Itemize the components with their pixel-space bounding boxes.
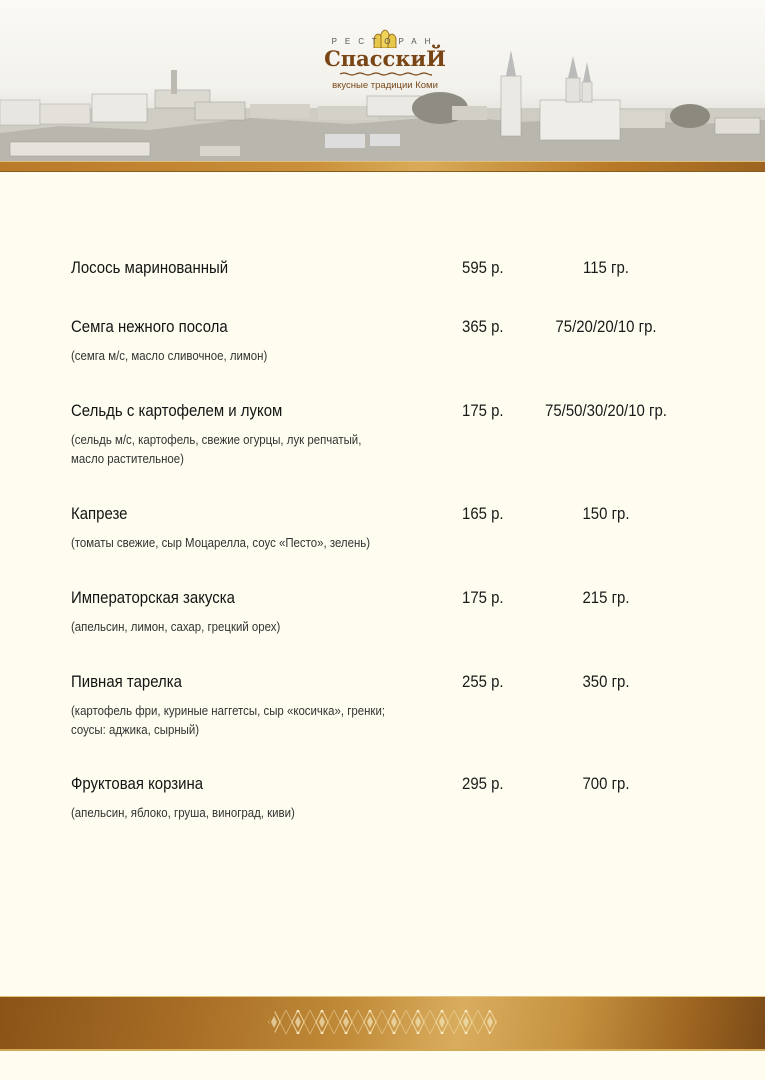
dish-description: (томаты свежие, сыр Моцарелла, соус «Песто», зелень) bbox=[71, 535, 371, 550]
header-gold-band bbox=[0, 161, 765, 172]
dish-price: 175 р. bbox=[462, 401, 504, 420]
dish-name: Лосось маринованный bbox=[71, 258, 229, 277]
dish-description: (картофель фри, куриные наггетсы, сыр «косичка», гренки; bbox=[71, 703, 386, 718]
dish-description-line2: соусы: аджика, сырный) bbox=[71, 722, 200, 737]
dish-name: Капрезе bbox=[71, 504, 128, 523]
dish-weight: 350 гр. bbox=[582, 672, 630, 691]
dish-weight: 215 гр. bbox=[582, 588, 630, 607]
logo-name: СпасскиЙ bbox=[324, 46, 446, 71]
header-panorama bbox=[0, 0, 765, 163]
restaurant-logo bbox=[310, 24, 460, 94]
folk-ornament-icon bbox=[262, 1007, 504, 1037]
dish-weight: 150 гр. bbox=[582, 504, 630, 523]
logo-tagline: вкусные традиции Коми bbox=[332, 80, 438, 91]
dish-name: Сельдь с картофелем и луком bbox=[71, 401, 283, 420]
dish-weight: 75/50/30/20/10 гр. bbox=[545, 401, 667, 420]
dish-name: Семга нежного посола bbox=[71, 317, 228, 336]
dish-description: (семга м/с, масло сливочное, лимон) bbox=[71, 348, 268, 363]
footer-gold-band bbox=[0, 996, 765, 1051]
dish-name: Фруктовая корзина bbox=[71, 774, 204, 793]
dish-price: 175 р. bbox=[462, 588, 504, 607]
dish-name: Пивная тарелка bbox=[71, 672, 182, 691]
dish-weight: 75/20/20/10 гр. bbox=[555, 317, 657, 336]
dish-description: (сельдь м/с, картофель, свежие огурцы, лук репчатый, bbox=[71, 432, 362, 447]
dish-price: 365 р. bbox=[462, 317, 504, 336]
dish-price: 165 р. bbox=[462, 504, 504, 523]
dish-description-line2: масло растительное) bbox=[71, 451, 184, 466]
logo-top-label: РЕСТОРАН bbox=[331, 37, 439, 46]
dish-weight: 700 гр. bbox=[582, 774, 630, 793]
dish-price: 255 р. bbox=[462, 672, 504, 691]
dish-price: 595 р. bbox=[462, 258, 504, 277]
wave-ornament-icon bbox=[340, 72, 432, 76]
dish-name: Императорская закуска bbox=[71, 588, 235, 607]
dish-weight: 115 гр. bbox=[583, 258, 629, 277]
dish-description: (апельсин, лимон, сахар, грецкий орех) bbox=[71, 619, 281, 634]
dish-price: 295 р. bbox=[462, 774, 504, 793]
dish-description: (апельсин, яблоко, груша, виноград, киви) bbox=[71, 805, 295, 820]
